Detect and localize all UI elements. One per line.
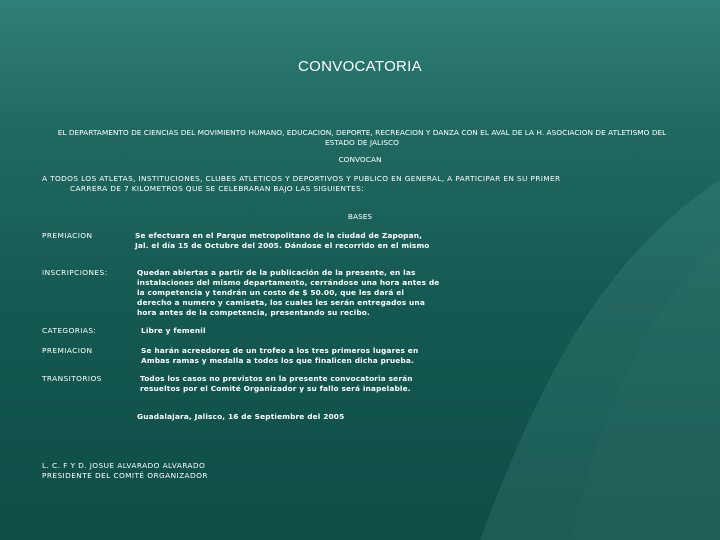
section-label-categorias: CATEGORIAS: — [42, 326, 97, 335]
section-text-transitorios: Todos los casos no previstos en la presente convocatoria serán resueltos por el Comité Organizador y su fallo será inapelable. — [140, 374, 413, 393]
bases-heading: BASES — [347, 212, 373, 221]
intro-paragraph: EL DEPARTAMENTO DE CIENCIAS DEL MOVIMIENTO HUMANO, EDUCACION, DEPORTE, RECREACION Y DANZA CON EL AVAL DE LA H. ASOCIACION DE ATLETISMO DEL ESTADO DE JALISCO — [57, 128, 667, 147]
background-wave-decoration — [480, 180, 720, 540]
section-text-premiacion: Se efectuara en el Parque metropolitano de la ciudad de Zapopan, Jal. el día 15 de Octubre del 2005. Dándose el recorrido en el mismo — [135, 231, 430, 250]
date-line: Guadalajara, Jalisco, 16 de Septiembre del 2005 — [137, 412, 345, 421]
signature-name: L. C. F Y D. JOSUE ALVARADO ALVARADO — [42, 461, 206, 470]
section-label-premiacion: PREMIACION — [42, 231, 93, 240]
section-label-transitorios: TRANSITORIOS — [42, 374, 102, 383]
invitation-paragraph — [42, 174, 672, 194]
convocan-heading: CONVOCAN — [338, 155, 382, 164]
section-text-categorias: Libre y femenil — [141, 326, 206, 335]
section-label-premiacion-2: PREMIACION — [42, 346, 93, 355]
invitation-line-1: A TODOS LOS ATLETAS, INSTITUCIONES, CLUBES ATLETICOS Y DEPORTIVOS Y PUBLICO EN GENERAL, A PARTICIPAR EN SU PRIMER — [42, 174, 561, 183]
section-label-inscripciones: INSCRIPCIONES: — [42, 268, 108, 277]
page-title: CONVOCATORIA — [298, 58, 422, 75]
invitation-line-2: CARRERA DE 7 KILOMETROS QUE SE CELEBRARAN BAJO LAS SIGUIENTES: — [70, 184, 365, 193]
section-text-premiacion-2: Se harán acreedores de un trofeo a los tres primeros lugares en Ambas ramas y medalla a todos los que finalicen dicha prueba. — [141, 346, 419, 365]
section-text-inscripciones: Quedan abiertas a partir de la publicación de la presente, en las instalaciones del mismo departamento, cerrándose una hora antes de la competencia y tendrán un costo de $ 50.00, que les dará el derecho a numero y camiseta, los cuales les serán entregados una hora antes de la competencia, presentando su recibo. — [137, 268, 440, 317]
signature-role: PRESIDENTE DEL COMITÉ ORGANIZADOR — [42, 471, 208, 480]
